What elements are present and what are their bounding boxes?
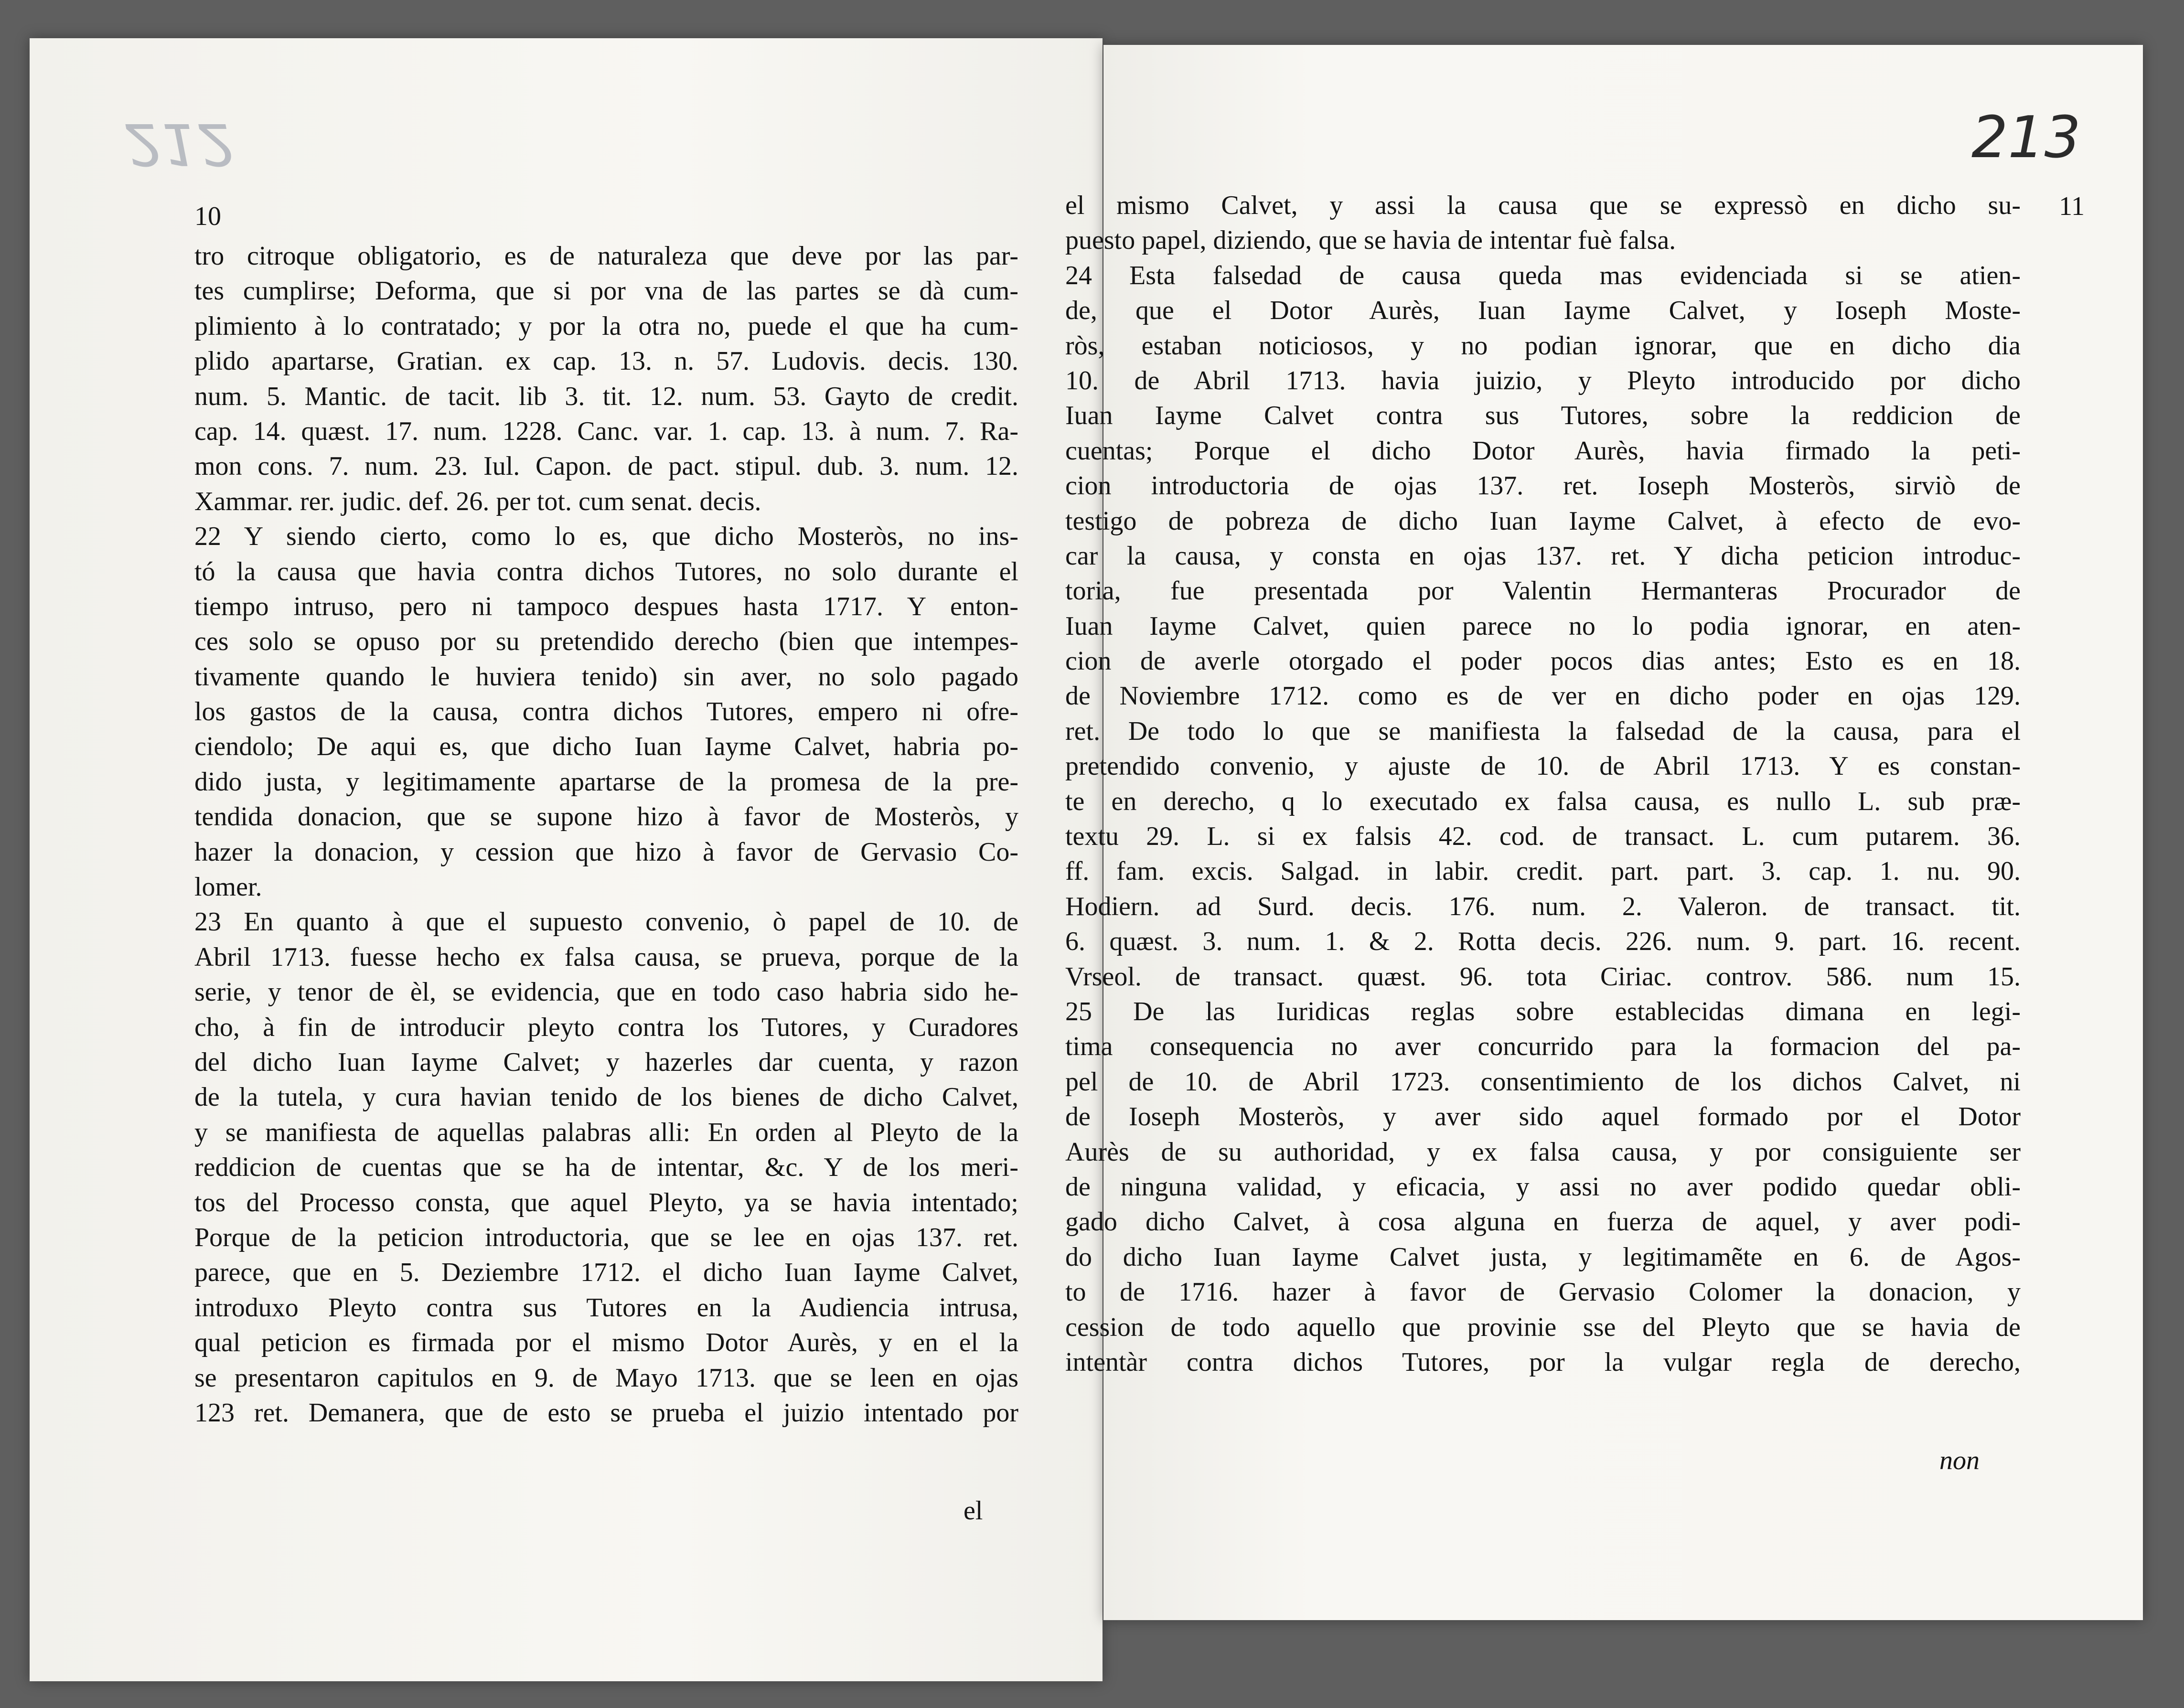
text-line: lomer.	[194, 872, 262, 902]
left-page-number: 10	[194, 202, 221, 231]
text-line: textu 29. L. si ex falsis 42. cod. de transact. L. cum putarem. 36.	[1065, 822, 2021, 852]
left-catchword: el	[964, 1496, 983, 1526]
text-line: 10. de Abril 1713. havia juizio, y Pleyto introducido por dicho	[1065, 365, 2021, 395]
text-line: toria, fue presentada por Valentin Hermanteras Procurador de	[1065, 576, 2021, 606]
text-line: intentàr contra dichos Tutores, por la vulgar regla de derecho,	[1065, 1347, 2021, 1377]
left-text-block	[194, 239, 1018, 1430]
text-line: plido apartarse, Gratian. ex cap. 13. n. 57. Ludovis. decis. 130.	[194, 346, 1018, 376]
text-line: parece, que en 5. Deziembre 1712. el dicho Iuan Iayme Calvet,	[194, 1258, 1018, 1288]
text-line: pel de 10. de Abril 1723. consentimiento de los dichos Calvet, ni	[1065, 1067, 2021, 1097]
text-line: ff. fam. excis. Salgad. in labir. credit. part. part. 3. cap. 1. nu. 90.	[1065, 856, 2021, 886]
text-line: de la tutela, y cura havian tenido de los bienes de dicho Calvet,	[194, 1082, 1018, 1112]
text-line: Abril 1713. fuesse hecho ex falsa causa, se prueva, porque de la	[194, 942, 1018, 972]
text-line: serie, y tenor de èl, se evidencia, que en todo caso habria sido he-	[194, 977, 1018, 1007]
text-line: cuentas; Porque el dicho Dotor Aurès, havia firmado la peti-	[1065, 436, 2021, 466]
text-line: 23 En quanto à que el supuesto convenio, ò papel de 10. de	[194, 907, 1018, 937]
text-line: Porque de la peticion introductoria, que se lee en ojas 137. ret.	[194, 1222, 1018, 1252]
left-page	[30, 38, 1103, 1681]
text-line: de Noviembre 1712. como es de ver en dicho poder en ojas 129.	[1065, 681, 2021, 711]
text-line: te en derecho, q lo executado ex falsa causa, es nullo L. sub præ-	[1065, 786, 2021, 816]
text-line: Iuan Iayme Calvet contra sus Tutores, sobre la reddicion de	[1065, 401, 2021, 431]
text-line: y se manifiesta de aquellas palabras alli: En orden al Pleyto de la	[194, 1117, 1018, 1147]
right-text-block	[1065, 188, 2021, 1380]
text-line: tendida donacion, que se supone hizo à favor de Mosteròs, y	[194, 802, 1018, 832]
text-line: tiempo intruso, pero ni tampoco despues hasta 1717. Y enton-	[194, 591, 1018, 621]
text-line: tivamente quando le huviera tenido) sin aver, no solo pagado	[194, 662, 1018, 692]
text-line: ces solo se opuso por su pretendido derecho (bien que intempes-	[194, 627, 1018, 657]
text-line: tos del Processo consta, que aquel Pleyto, ya se havia intentado;	[194, 1187, 1018, 1217]
right-folio-handwritten: 213	[1971, 105, 2081, 171]
text-line: testigo de pobreza de dicho Iuan Iayme Calvet, à efecto de evo-	[1065, 506, 2021, 536]
left-folio-handwritten: 212	[125, 110, 235, 177]
text-line: puesto papel, diziendo, que se havia de intentar fuè falsa.	[1065, 225, 1676, 256]
text-line: Vrseol. de transact. quæst. 96. tota Ciriac. controv. 586. num 15.	[1065, 961, 2021, 992]
text-line: tima consequencia no aver concurrido para la formacion del pa-	[1065, 1032, 2021, 1062]
text-line: num. 5. Mantic. de tacit. lib 3. tit. 12. num. 53. Gayto de credit.	[194, 381, 1018, 411]
text-line: 25 De las Iuridicas reglas sobre establecidas dimana en legi-	[1065, 996, 2021, 1026]
text-line: cap. 14. quæst. 17. num. 1228. Canc. var. 1. cap. 13. à num. 7. Ra-	[194, 416, 1018, 446]
text-line: to de 1716. hazer à favor de Gervasio Colomer la donacion, y	[1065, 1277, 2021, 1307]
text-line: reddicion de cuentas que se ha de intentar, &c. Y de los meri-	[194, 1153, 1018, 1183]
text-line: car la causa, y consta en ojas 137. ret. Y dicha peticion introduc-	[1065, 541, 2021, 571]
text-line: tes cumplirse; Deforma, que si por vna de las partes se dà cum-	[194, 276, 1018, 306]
text-line: se presentaron capitulos en 9. de Mayo 1713. que se leen en ojas	[194, 1363, 1018, 1393]
text-line: hazer la donacion, y cession que hizo à favor de Gervasio Co-	[194, 837, 1018, 867]
text-line: cion introductoria de ojas 137. ret. Ioseph Mosteròs, sirviò de	[1065, 471, 2021, 501]
text-line: mon cons. 7. num. 23. Iul. Capon. de pact. stipul. dub. 3. num. 12.	[194, 451, 1018, 481]
text-line: tro citroque obligatorio, es de naturaleza que deve por las par-	[194, 241, 1018, 271]
text-line: dido justa, y legitimamente apartarse de la promesa de la pre-	[194, 767, 1018, 797]
text-line: los gastos de la causa, contra dichos Tutores, empero ni ofre-	[194, 697, 1018, 727]
text-line: do dicho Iuan Iayme Calvet justa, y legitimamẽte en 6. de Agos-	[1065, 1242, 2021, 1272]
text-line: 24 Esta falsedad de causa queda mas evidenciada si se atien-	[1065, 260, 2021, 290]
text-line: de, que el Dotor Aurès, Iuan Iayme Calvet, y Ioseph Moste-	[1065, 296, 2021, 326]
text-line: tó la causa que havia contra dichos Tutores, no solo durante el	[194, 556, 1018, 587]
text-line: Hodiern. ad Surd. decis. 176. num. 2. Valeron. de transact. tit.	[1065, 891, 2021, 921]
text-line: qual peticion es firmada por el mismo Dotor Aurès, y en el la	[194, 1328, 1018, 1358]
text-line: ciendolo; De aqui es, que dicho Iuan Iayme Calvet, habria po-	[194, 732, 1018, 762]
text-line: 123 ret. Demanera, que de esto se prueba el juizio intentado por	[194, 1398, 1018, 1428]
right-catchword: non	[1939, 1446, 1980, 1475]
text-line: Iuan Iayme Calvet, quien parece no lo podia ignorar, en aten-	[1065, 611, 2021, 641]
text-line: de ninguna validad, y eficacia, y assi no aver podido quedar obli-	[1065, 1172, 2021, 1202]
text-line: introduxo Pleyto contra sus Tutores en la Audiencia intrusa,	[194, 1292, 1018, 1323]
right-page-number: 11	[2059, 192, 2085, 221]
text-line: de Ioseph Mosteròs, y aver sido aquel formado por el Dotor	[1065, 1102, 2021, 1132]
text-line: cho, à fin de introducir pleyto contra los Tutores, y Curadores	[194, 1012, 1018, 1042]
text-line: 6. quæst. 3. num. 1. & 2. Rotta decis. 226. num. 9. part. 16. recent.	[1065, 927, 2021, 957]
text-line: cession de todo aquello que provinie sse del Pleyto que se havia de	[1065, 1312, 2021, 1342]
text-line: ret. De todo lo que se manifiesta la falsedad de la causa, para el	[1065, 716, 2021, 746]
text-line: gado dicho Calvet, à cosa alguna en fuerza de aquel, y aver podi-	[1065, 1207, 2021, 1237]
text-line: cion de averle otorgado el poder pocos dias antes; Esto es en 18.	[1065, 646, 2021, 676]
text-line: Aurès de su authoridad, y ex falsa causa, y por consiguiente ser	[1065, 1137, 2021, 1167]
text-line: el mismo Calvet, y assi la causa que se expressò en dicho su-	[1065, 191, 2021, 220]
text-line: plimiento à lo contratado; y por la otra no, puede el que ha cum-	[194, 311, 1018, 341]
text-line: del dicho Iuan Iayme Calvet; y hazerles dar cuenta, y razon	[194, 1047, 1018, 1077]
text-line: ròs, estaban noticiosos, y no podian ignorar, que en dicho dia	[1065, 331, 2021, 361]
text-line: Xammar. rer. judic. def. 26. per tot. cum senat. decis.	[194, 486, 761, 516]
text-line: 22 Y siendo cierto, como lo es, que dicho Mosteròs, no ins-	[194, 522, 1018, 552]
text-line: pretendido convenio, y ajuste de 10. de Abril 1713. Y es constan-	[1065, 751, 2021, 781]
